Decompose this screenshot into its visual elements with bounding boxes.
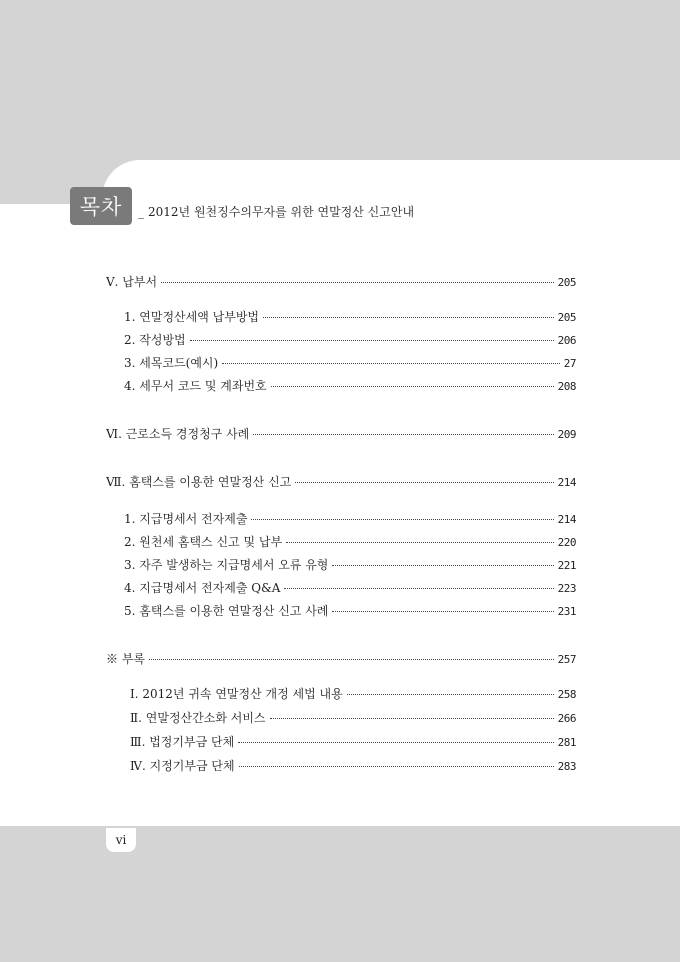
toc-page-number: 283	[557, 760, 576, 773]
toc-entry-label: 5. 홈택스를 이용한 연말정산 신고 사례	[124, 604, 329, 618]
toc-item-row[interactable]	[130, 686, 576, 702]
toc-page-number: 205	[557, 311, 576, 324]
toc-item-row[interactable]	[124, 511, 576, 527]
dot-leader	[332, 565, 553, 566]
toc-entry-label: Ⅴ. 납부서	[106, 275, 158, 289]
subtitle-text: 2012년 원천징수의무자를 위한 연말정산 신고안내	[148, 205, 415, 219]
page-sheet-left	[0, 204, 104, 826]
dot-leader	[161, 282, 554, 283]
toc-item-row[interactable]	[124, 603, 576, 619]
toc-item-row[interactable]	[124, 309, 576, 325]
dot-leader	[263, 317, 554, 318]
toc-page-number: 208	[557, 380, 576, 393]
footer-page-label: vi	[115, 833, 127, 847]
page-sheet	[102, 160, 680, 826]
toc-entry-label: Ⅱ. 연말정산간소화 서비스	[130, 711, 266, 725]
toc-page-number: 214	[557, 513, 576, 526]
toc-item-row[interactable]	[130, 710, 576, 726]
toc-entry-label: Ⅵ. 근로소득 경정청구 사례	[106, 427, 250, 441]
toc-item-row[interactable]	[124, 332, 576, 348]
dot-leader	[286, 542, 554, 543]
toc-page-number: 223	[557, 582, 576, 595]
dot-leader	[295, 482, 553, 483]
toc-item-row[interactable]	[130, 734, 576, 750]
toc-item-row[interactable]	[130, 758, 576, 774]
toc-entry-label: ※ 부록	[106, 652, 145, 666]
page-number-tab	[106, 828, 136, 852]
toc-entry-label: 1. 지급명세서 전자제출	[124, 512, 248, 526]
toc-section-row[interactable]	[106, 274, 576, 290]
toc-page-number: 214	[557, 476, 576, 489]
subtitle-dash: _	[138, 205, 144, 219]
dot-leader	[239, 766, 554, 767]
toc-page-number: 231	[557, 605, 576, 618]
toc-page-number: 258	[557, 688, 576, 701]
toc-badge: 목차	[70, 187, 132, 225]
toc-item-row[interactable]	[124, 557, 576, 573]
toc-entry-label: 4. 지급명세서 전자제출 Q&A	[124, 581, 281, 595]
toc-entry-label: Ⅰ. 2012년 귀속 연말정산 개정 세법 내용	[130, 687, 343, 701]
toc-entry-label: 1. 연말정산세액 납부방법	[124, 310, 259, 324]
toc-entry-label: 4. 세무서 코드 및 계좌번호	[124, 379, 267, 393]
toc-page-number: 206	[557, 334, 576, 347]
toc-section-row[interactable]	[106, 426, 576, 442]
toc-page-number: 266	[557, 712, 576, 725]
toc-page-number: 205	[557, 276, 576, 289]
dot-leader	[332, 611, 553, 612]
toc-item-row[interactable]	[124, 355, 576, 371]
document-subtitle	[138, 205, 438, 231]
dot-leader	[222, 363, 560, 364]
toc-entry-label: Ⅶ. 홈택스를 이용한 연말정산 신고	[106, 475, 292, 489]
toc-section-row[interactable]	[106, 651, 576, 667]
dot-leader	[271, 386, 554, 387]
toc-entry-label: 2. 작성방법	[124, 333, 186, 347]
toc-page-number: 257	[557, 653, 576, 666]
dot-leader	[238, 742, 553, 743]
toc-entry-label: Ⅳ. 지정기부금 단체	[130, 759, 235, 773]
toc-page-number: 27	[563, 357, 576, 370]
toc-page-number: 281	[557, 736, 576, 749]
toc-entry-label: 3. 자주 발생하는 지급명세서 오류 유형	[124, 558, 329, 572]
dot-leader	[253, 434, 553, 435]
toc-item-row[interactable]	[124, 534, 576, 550]
toc-entry-label: 2. 원천세 홈택스 신고 및 납부	[124, 535, 283, 549]
dot-leader	[270, 718, 554, 719]
dot-leader	[347, 694, 554, 695]
toc-page-number: 220	[557, 536, 576, 549]
toc-entry-label: 3. 세목코드(예시)	[124, 356, 219, 370]
toc-item-row[interactable]	[124, 378, 576, 394]
dot-leader	[190, 340, 554, 341]
toc-section-row[interactable]	[106, 474, 576, 490]
toc-page-number: 209	[557, 428, 576, 441]
toc-entry-label: Ⅲ. 법정기부금 단체	[130, 735, 235, 749]
dot-leader	[149, 659, 554, 660]
dot-leader	[284, 588, 553, 589]
toc-item-row[interactable]	[124, 580, 576, 596]
dot-leader	[251, 519, 553, 520]
toc-page-number: 221	[557, 559, 576, 572]
